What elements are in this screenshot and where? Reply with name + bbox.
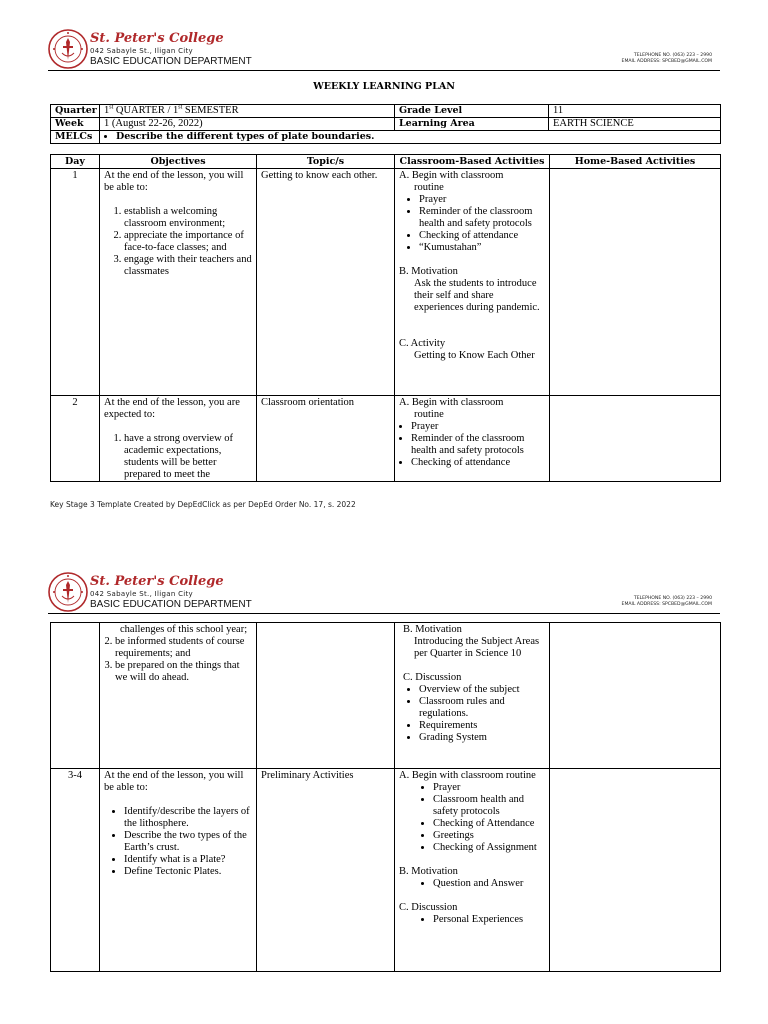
school-address: 042 Sabayle St., Iligan City: [90, 47, 194, 55]
day-cell: 2: [51, 396, 100, 482]
school-email: EMAIL ADDRESS: SPCBED@GMAIL.COM: [621, 602, 712, 607]
activity-list: [399, 421, 545, 469]
topic-cell: [257, 623, 395, 769]
objectives-list: [104, 636, 252, 684]
school-telephone: TELEPHONE NO. (063) 223 – 2990: [633, 53, 712, 58]
list-item: • Overview of the subject: [419, 684, 545, 696]
school-name: St. Peter's College: [90, 31, 224, 46]
list-item: • Identify what is a Plate?: [124, 854, 252, 866]
activity-heading: C. Activity: [399, 338, 446, 349]
activity-heading: routine: [414, 409, 444, 420]
header-divider: [48, 613, 720, 614]
melcs-row: [51, 131, 721, 144]
activity-list: [399, 684, 545, 744]
topic-cell: Getting to know each other.: [257, 169, 395, 396]
table-row: [51, 623, 721, 769]
school-contact: [622, 53, 712, 65]
list-item: • Describe the two types of the Earth’s crust.: [124, 830, 252, 854]
list-item: 1. have a strong overview of academic expectations, students will be better prepared to meet the: [124, 433, 252, 481]
list-item: • Identify/describe the layers of the lithosphere.: [124, 806, 252, 830]
week-value: 1 (August 22-26, 2022): [100, 118, 395, 131]
activity-text: Getting to Know Each Other: [414, 350, 535, 361]
activity-heading: B. Motivation: [399, 266, 458, 277]
plan-table-continued: [50, 622, 721, 972]
objectives-cell: [100, 769, 257, 972]
school-header: [48, 572, 720, 614]
list-item: • Checking of Assignment: [433, 842, 545, 854]
grade-level-label: Grade Level: [395, 105, 549, 118]
list-item: • Question and Answer: [433, 878, 545, 890]
activity-heading: B. Motivation: [403, 624, 462, 635]
list-item: • Classroom rules and regulations.: [419, 696, 545, 720]
info-table: [50, 104, 721, 144]
objective-continued: challenges of this school year;: [120, 624, 248, 635]
quarter-value: 1st QUARTER / 1st SEMESTER: [100, 105, 395, 118]
activity-heading: A. Begin with classroom routine: [399, 770, 536, 781]
list-item: 3. be prepared on the things that we will do ahead.: [115, 660, 252, 684]
col-objectives: Objectives: [100, 155, 257, 169]
list-item: • Grading System: [419, 732, 545, 744]
col-topics: Topic/s: [257, 155, 395, 169]
learning-area-value: EARTH SCIENCE: [549, 118, 721, 131]
activity-list: [399, 914, 545, 926]
list-item: • Checking of Attendance: [433, 818, 545, 830]
day-cell: 1: [51, 169, 100, 396]
col-home-activities: Home-Based Activities: [550, 155, 721, 169]
melcs-value: • Describe the different types of plate boundaries.: [100, 131, 721, 144]
activity-heading: routine: [414, 182, 444, 193]
melcs-label: MELCs: [51, 131, 100, 144]
table-row: [51, 396, 721, 482]
classroom-activities-cell: [395, 769, 550, 972]
classroom-activities-cell: [395, 169, 550, 396]
list-item: • “Kumustahan”: [419, 242, 545, 254]
plan-header-row: [51, 155, 721, 169]
school-header: [48, 29, 720, 71]
col-day: Day: [51, 155, 100, 169]
list-item: • Reminder of the classroom health and safety protocols: [419, 206, 545, 230]
day-cell: [51, 623, 100, 769]
classroom-activities-cell: [395, 623, 550, 769]
activity-heading: A. Begin with classroom: [399, 397, 504, 408]
activity-heading: C. Discussion: [399, 902, 458, 913]
day-cell: 3-4: [51, 769, 100, 972]
week-row: [51, 118, 721, 131]
objectives-intro: At the end of the lesson, you will be able to:: [104, 770, 244, 793]
list-item: • Prayer: [411, 421, 545, 433]
activity-list: [399, 782, 545, 854]
plan-table: [50, 154, 721, 482]
school-name: St. Peter's College: [90, 574, 224, 589]
list-item: • Prayer: [419, 194, 545, 206]
objectives-cell: [100, 623, 257, 769]
header-divider: [48, 70, 720, 71]
quarter-label: Quarter: [51, 105, 100, 118]
quarter-row: [51, 105, 721, 118]
objectives-cell: [100, 396, 257, 482]
home-activities-cell: [550, 169, 721, 396]
objectives-list: [104, 806, 252, 878]
objectives-intro: At the end of the lesson, you are expected to:: [104, 397, 240, 420]
school-email: EMAIL ADDRESS: SPCBED@GMAIL.COM: [621, 59, 712, 64]
activity-heading: B. Motivation: [399, 866, 458, 877]
school-department: BASIC EDUCATION DEPARTMENT: [90, 56, 252, 67]
activity-heading: A. Begin with classroom: [399, 170, 504, 181]
list-item: • Define Tectonic Plates.: [124, 866, 252, 878]
col-classroom-activities: Classroom-Based Activities: [395, 155, 550, 169]
classroom-activities-cell: [395, 396, 550, 482]
list-item: • Personal Experiences: [433, 914, 545, 926]
list-item: • Classroom health and safety protocols: [433, 794, 545, 818]
home-activities-cell: [550, 623, 721, 769]
list-item: 3. engage with their teachers and classmates: [124, 254, 252, 278]
learning-area-label: Learning Area: [395, 118, 549, 131]
school-address: 042 Sabayle St., Iligan City: [90, 590, 194, 598]
week-label: Week: [51, 118, 100, 131]
list-item: • Checking of attendance: [411, 457, 545, 469]
table-row: [51, 769, 721, 972]
topic-cell: Classroom orientation: [257, 396, 395, 482]
activity-text: Introducing the Subject Areas per Quarter in Science 10: [414, 636, 540, 659]
activity-heading: C. Discussion: [403, 672, 462, 683]
school-seal-icon: [48, 29, 88, 69]
template-footer: Key Stage 3 Template Created by DepEdClick as per DepEd Order No. 17, s. 2022: [50, 500, 356, 509]
objectives-intro: At the end of the lesson, you will be able to:: [104, 170, 244, 193]
list-item: • Requirements: [419, 720, 545, 732]
list-item: 1. establish a welcoming classroom environment;: [124, 206, 252, 230]
school-contact: [622, 596, 712, 608]
list-item: • Prayer: [433, 782, 545, 794]
grade-level-value: 11: [549, 105, 721, 118]
objectives-list: [104, 433, 252, 481]
objectives-cell: [100, 169, 257, 396]
activity-text: Ask the students to introduce their self and share experiences during pandemic.: [414, 278, 540, 313]
home-activities-cell: [550, 396, 721, 482]
school-department: BASIC EDUCATION DEPARTMENT: [90, 599, 252, 610]
document-title: WEEKLY LEARNING PLAN: [313, 81, 455, 92]
school-seal-icon: [48, 572, 88, 612]
school-telephone: TELEPHONE NO. (063) 223 – 2990: [633, 596, 712, 601]
topic-cell: Preliminary Activities: [257, 769, 395, 972]
home-activities-cell: [550, 769, 721, 972]
table-row: [51, 169, 721, 396]
list-item: • Greetings: [433, 830, 545, 842]
list-item: 2. be informed students of course requirements; and: [115, 636, 252, 660]
activity-list: [399, 194, 545, 254]
objectives-list: [104, 206, 252, 278]
list-item: 2. appreciate the importance of face-to-face classes; and: [124, 230, 252, 254]
list-item: • Checking of attendance: [419, 230, 545, 242]
list-item: • Reminder of the classroom health and safety protocols: [411, 433, 545, 457]
activity-list: [399, 878, 545, 890]
